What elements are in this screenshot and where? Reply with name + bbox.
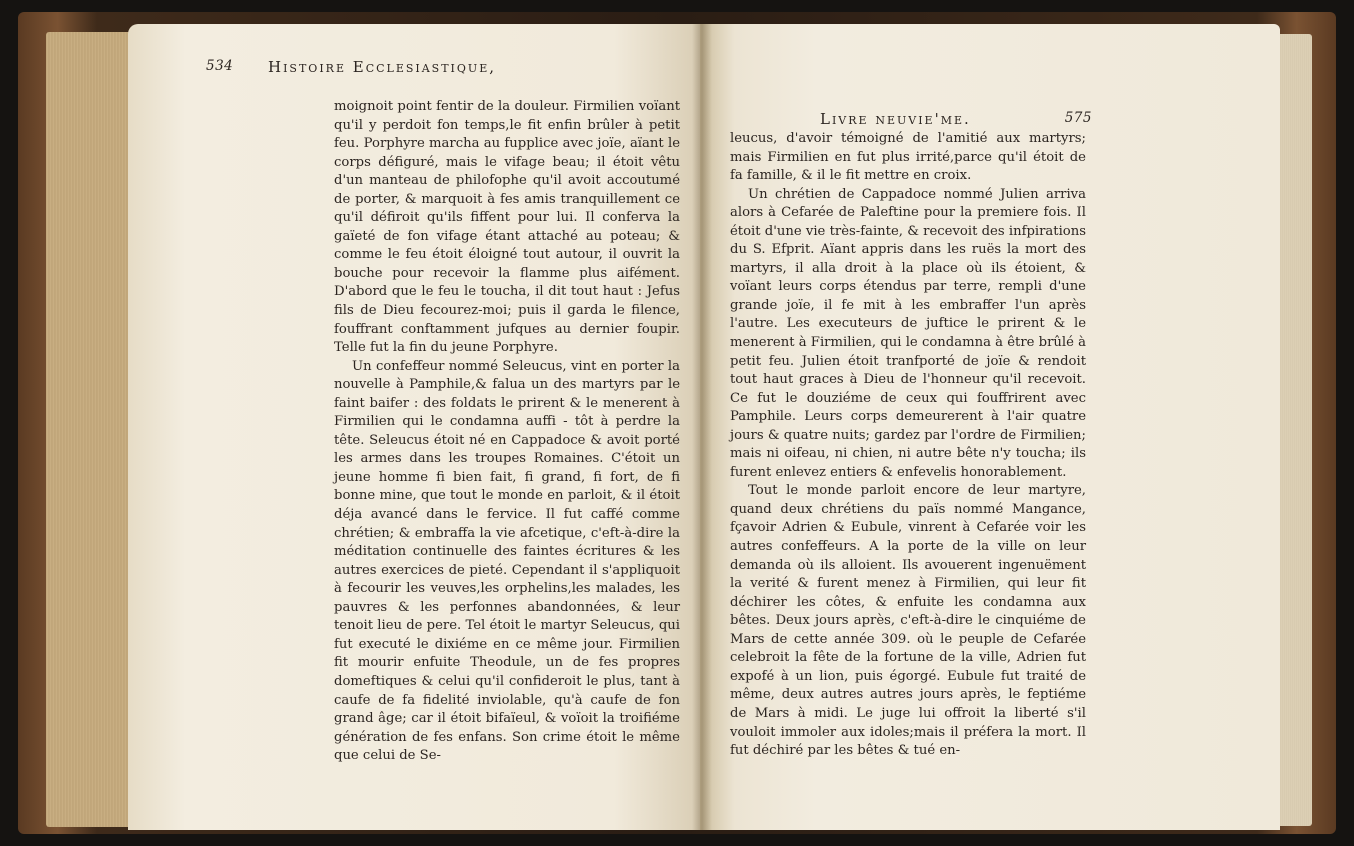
left-running-title: Histoire Ecclesiastique, (268, 58, 496, 76)
book-gutter (692, 24, 712, 830)
right-paragraph: leucus, d'avoir témoigné de l'amitié aux martyrs; mais Firmilien en fut plus irrité,parce qu'il étoit de fa famille, & il le fit mettre en croix. (730, 131, 1086, 184)
left-page-number: 534 (206, 58, 234, 74)
left-paragraph: moignoit point fentir de la douleur. Firmilien voïant qu'il y perdoit fon temps,le fit enfin brûler à petit feu. Porphyre marcha au fupplice avec joïe, aïant le corps défiguré, mais le vifage beau; il étoit vêtu d'un manteau de philofophe qu'il avoit accoutumé de porter, & marquoit à fes amis tranquillement ce qu'il défiroit qu'ils fiffent pour lui. Il conferva la gaïeté de fon vifage étant attaché au poteau; & comme le feu étoit éloigné tout autour, il ouvrit la bouche pour recevoir la flamme plus aifément. D'abord que le feu le toucha, il dit tout haut : Jefus fils de Dieu fecourez-moi; puis il garda le filence, fouffrant conftamment jufques au dernier foupir. Telle fut la fin du jeune Porphyre. (334, 99, 680, 356)
right-paragraph: Un chrétien de Cappadoce nommé Julien arriva alors à Cefarée de Paleftine pour la premiere fois. Il étoit d'une vie très-fainte, & recevoit des infpirations du S. Efprit. Aïant appris dans les ruës la mort des martyrs, il alla droit à la place où ils étoient, & voïant leurs corps étendus par terre, rempli d'une grande joïe, il fe mit à les embraffer l'un après l'autre. Les executeurs de juftice le prirent & le menerent à Firmilien, qui le condamna à être brûlé à petit feu. Julien étoit tranfporté de joïe & rendoit tout haut graces à Dieu de l'honneur qu'il recevoit. Ce fut le douziéme de ceux qui fouffrirent avec Pamphile. Leurs corps demeurerent à l'air quatre jours & quatre nuits; gardez par l'ordre de Firmilien; mais ni oifeau, ni chien, ni autre bête n'y toucha; ils furent enlevez entiers & enfevelis honorablement. (730, 186, 1086, 480)
right-page-body (730, 130, 1086, 761)
left-paragraph: Un confeffeur nommé Seleucus, vint en porter la nouvelle à Pamphile,& falua un des martyrs par le faint baifer : des foldats le prirent & le menerent à Firmilien qui le condamna auffi - tôt à perdre la tête. Seleucus étoit né en Cappadoce & avoit porté les armes dans les troupes Romaines. C'étoit un jeune homme fi bien fait, fi grand, fi fort, de fi bonne mine, que tout le monde en parloit, & il étoit déja avancé dans le fervice. Il fut caffé comme chrétien; & embraffa la vie afcetique, c'eft-à-dire la méditation continuelle des faintes écritures & les autres exercices de pieté. Cependant il s'appliquoit à fecourir les veuves,les orphelins,les malades, les pauvres & les perfonnes abandonnées, & leur tenoit lieu de pere. Tel étoit le martyr Seleucus, qui fut executé le dixiéme en ce même jour. Firmilien fit mourir enfuite Theodule, un de fes propres domeftiques & celui qu'il confideroit le plus, tant à caufe de fa fidelité inviolable, qu'à caufe de fon grand âge; car il étoit bifaïeul, & voïoit la troifiéme génération de fes enfans. Son crime étoit le même que celui de Se- (334, 358, 680, 764)
right-running-title: Livre neuvie'me. (820, 110, 971, 128)
right-paragraph: Tout le monde parloit encore de leur martyre, quand deux chrétiens du païs nommé Mangance, fçavoir Adrien & Eubule, vinrent à Cefarée voir les autres confeffeurs. A la porte de la ville on leur demanda où ils alloient. Ils avouerent ingenuëment la verité & furent menez à Firmilien, qui leur fit déchirer les côtes, & enfuite les condamna aux bêtes. Deux jours après, c'eft-à-dire le cinquiéme de Mars de cette année 309. où le peuple de Cefarée celebroit la fête de la fortune de la ville, Adrien fut expofé à un lion, puis égorgé. Eubule fut traité de même, deux autres autres jours après, le feptiéme de Mars à midi. Le juge lui offroit la liberté s'il vouloit immoler aux idoles;mais il préfera la mort. Il fut déchiré par les bêtes & tué en- (730, 483, 1086, 759)
right-page-number: 575 (1064, 110, 1092, 126)
left-page-body (334, 98, 680, 766)
